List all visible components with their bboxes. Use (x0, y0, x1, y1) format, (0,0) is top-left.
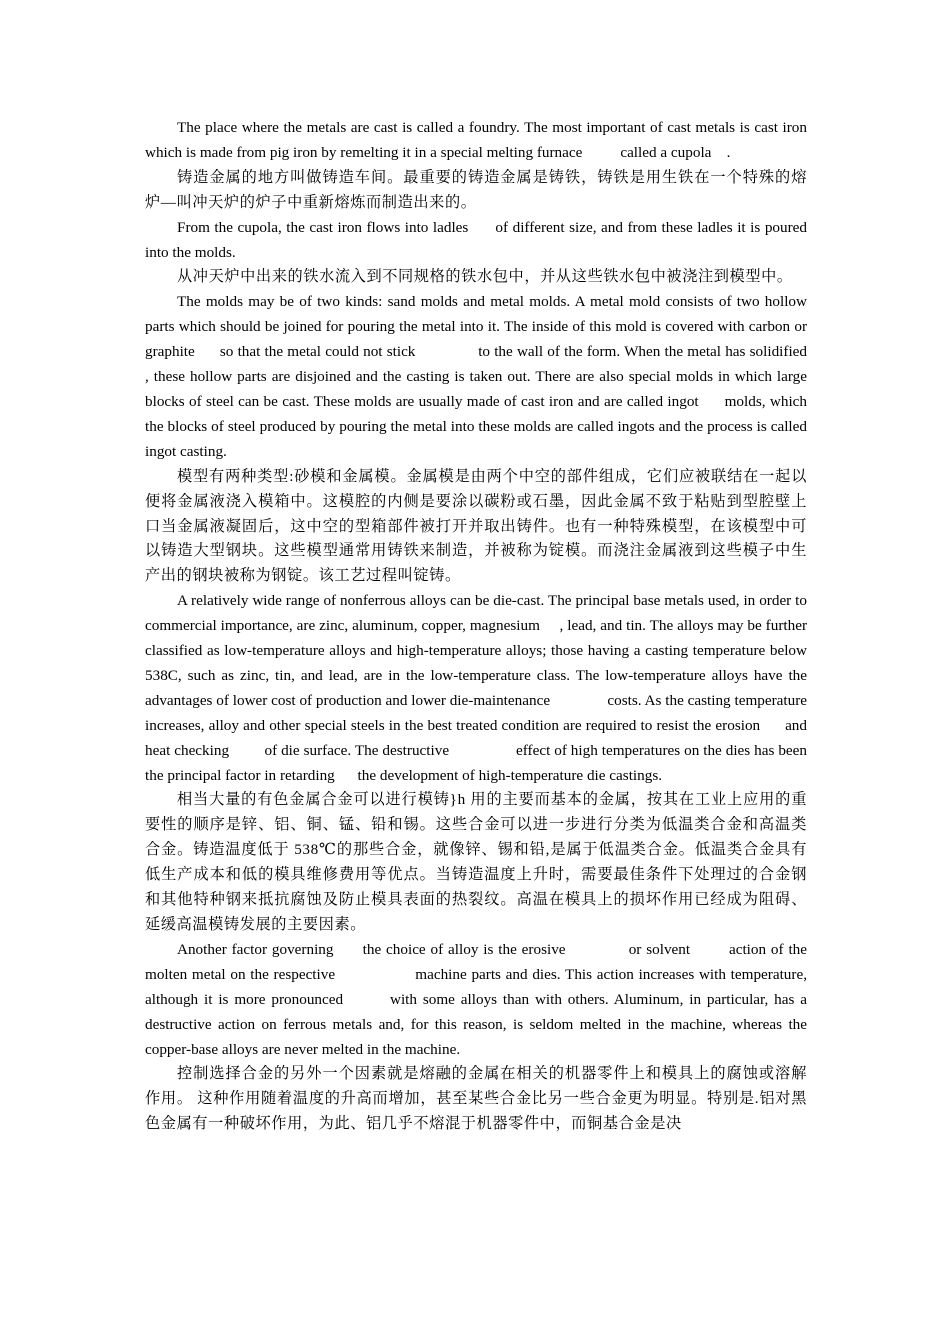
document-body (145, 116, 872, 1137)
paragraph-foundry-zh: 铸造金属的地方叫做铸造车间。最重要的铸造金属是铸铁，铸铁是用生铁在一个特殊的熔炉—叫冲天炉的炉子中重新熔炼而制造出来的。 (145, 168, 807, 211)
paragraph-erosion-zh: 控制选择合金的另外一个因素就是熔融的金属在相关的机器零件上和模具上的腐蚀或溶解作用。 这种作用随着温度的升高而增加，甚至某些合金比另一些合金更为明显。特别是.铝对黑色金属有一种破坏作用，为此、铝几乎不熔混于机器零件中，而铜基合金是决 (145, 1065, 807, 1133)
paragraph-molds-zh: 模型有两种类型:砂模和金属模。金属模是由两个中空的部件组成，它们应被联结在一起以便将金属液浇入模箱中。这模腔的内侧是要涂以碳粉或石墨，因此金属不致于粘贴到型腔壁上口当金属液凝固后，这中空的型箱部件被打开并取出铸件。也有一种特殊模型，在该模型中可以铸造大型钢块。这些模型通常用铸铁来制造，并被称为锭模。而浇注金属液到这些模子中生产出的钢块被称为钢锭。该工艺过程叫锭铸。 (145, 467, 807, 585)
paragraph-die-cast-zh: 相当大量的有色金属合金可以进行模铸}h 用的主要而基本的金属，按其在工业上应用的重要性的顺序是锌、铝、铜、锰、铅和锡。这些合金可以进一步进行分类为低温类合金和高温类合金。铸造温度低于 538℃的那些合金，就像锌、锡和铅,是属于低温类合金。低温类合金具有低生产成本和低的模具维修费用等优点。当铸造温度上升时，需要最佳条件下处理过的合金钢和其他特种钢来抵抗腐蚀及防止模具表面的热裂纹。高温在模具上的损坏作用已经成为阻碍、延缓高温模铸发展的主要因素。 (145, 791, 807, 933)
paragraph-molds-en: The molds may be of two kinds: sand molds and metal molds. A metal mold consists of two hollow parts which should be joined for pouring the metal into it. The inside of this mold is covered with carbon or graphite so that the metal could not stick to the wall of the form. When the metal has solidified , these hollow parts are disjoined and the casting is taken out. There are also special molds in which large blocks of steel can be cast. These molds are usually made of cast iron and are called ingot molds, which the blocks of steel produced by pouring the metal into these molds are called ingots and the process is called ingot casting. (145, 293, 872, 460)
paragraph-foundry-en: The place where the metals are cast is called a foundry. The most important of cast metals is cast iron which is made from pig iron by remelting it in a special melting furnace called a cupola . (145, 119, 811, 161)
paragraph-cupola-en: From the cupola, the cast iron flows into ladles of different size, and from these ladles it is poured into the molds. (145, 218, 811, 261)
paragraph-erosion-en: Another factor governing the choice of alloy is the erosive or solvent action of the molten metal on the respective machine parts and dies. This action increases with temperature, although it is more pronounced with some alloys than with others. Aluminum, in particular, has a destructive action on ferrous metals and, for this reason, is seldom melted in the machine, whereas the copper-base alloys are never melted in the machine. (145, 940, 811, 1058)
paragraph-die-cast-en: A relatively wide range of nonferrous alloys can be die-cast. The principal base metals used, in order to commercial importance, are zinc, aluminum, copper, magnesium , lead, and tin. The alloys may be further classified as low-temperature alloys and high-temperature alloys; those having a casting temperature below 538C, such as zinc, tin, and lead, are in the low-temperature class. The low-temperature alloys have the advantages of lower cost of production and lower die-maintenance costs. As the casting temperature increases, alloy and other special steels in the best treated condition are required to resist the erosion and heat checking of die surface. The destructive effect of high temperatures on the dies has been the principal factor in retarding the development of high-temperature die castings. (145, 592, 811, 784)
paragraph-cupola-zh: 从冲天炉中出来的铁水流入到不同规格的铁水包中，并从这些铁水包中被浇注到模型中。 (177, 268, 793, 286)
